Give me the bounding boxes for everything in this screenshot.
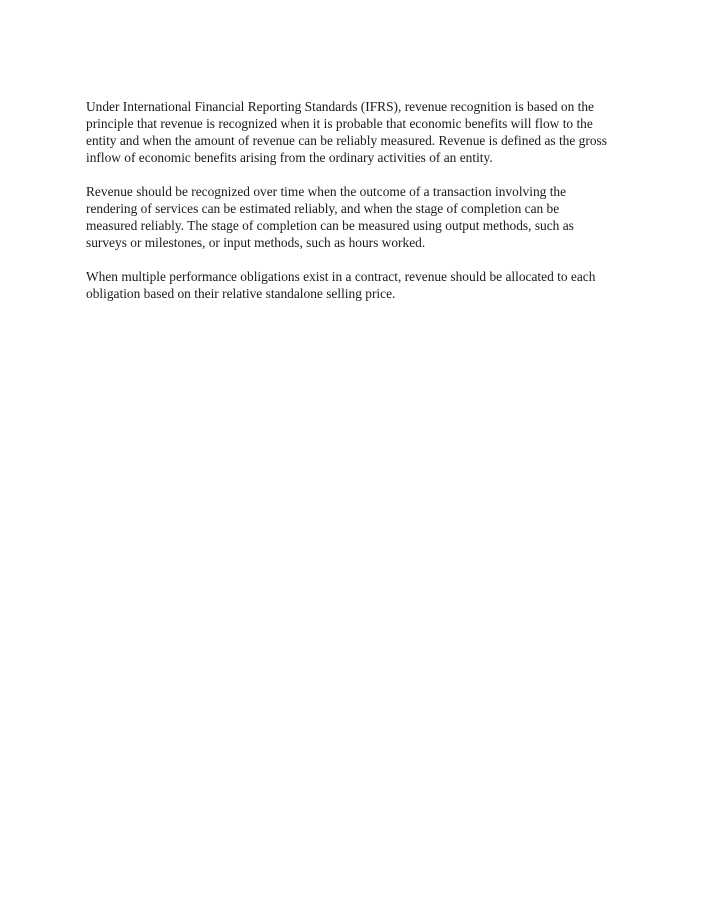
paragraph-over-time-recognition: Revenue should be recognized over time when the outcome of a transaction involving the rendering of services can be estimated reliably, and when the stage of completion can be measured reliably. The stage of completion can be measured using output methods, such as surveys or milestones, or input methods, such as hours worked. <box>86 184 574 250</box>
paragraph-ifrs-principle: Under International Financial Reporting Standards (IFRS), revenue recognition is based on the principle that revenue is recognized when it is probable that economic benefits will flow to the entity and when the amount of revenue can be reliably measured. Revenue is defined as the gross inflow of economic benefits arising from the ordinary activities of an entity. <box>86 99 607 165</box>
document-body <box>86 98 642 319</box>
paragraph-allocation: When multiple performance obligations exist in a contract, revenue should be allocated to each obligation based on their relative standalone selling price. <box>86 269 596 301</box>
